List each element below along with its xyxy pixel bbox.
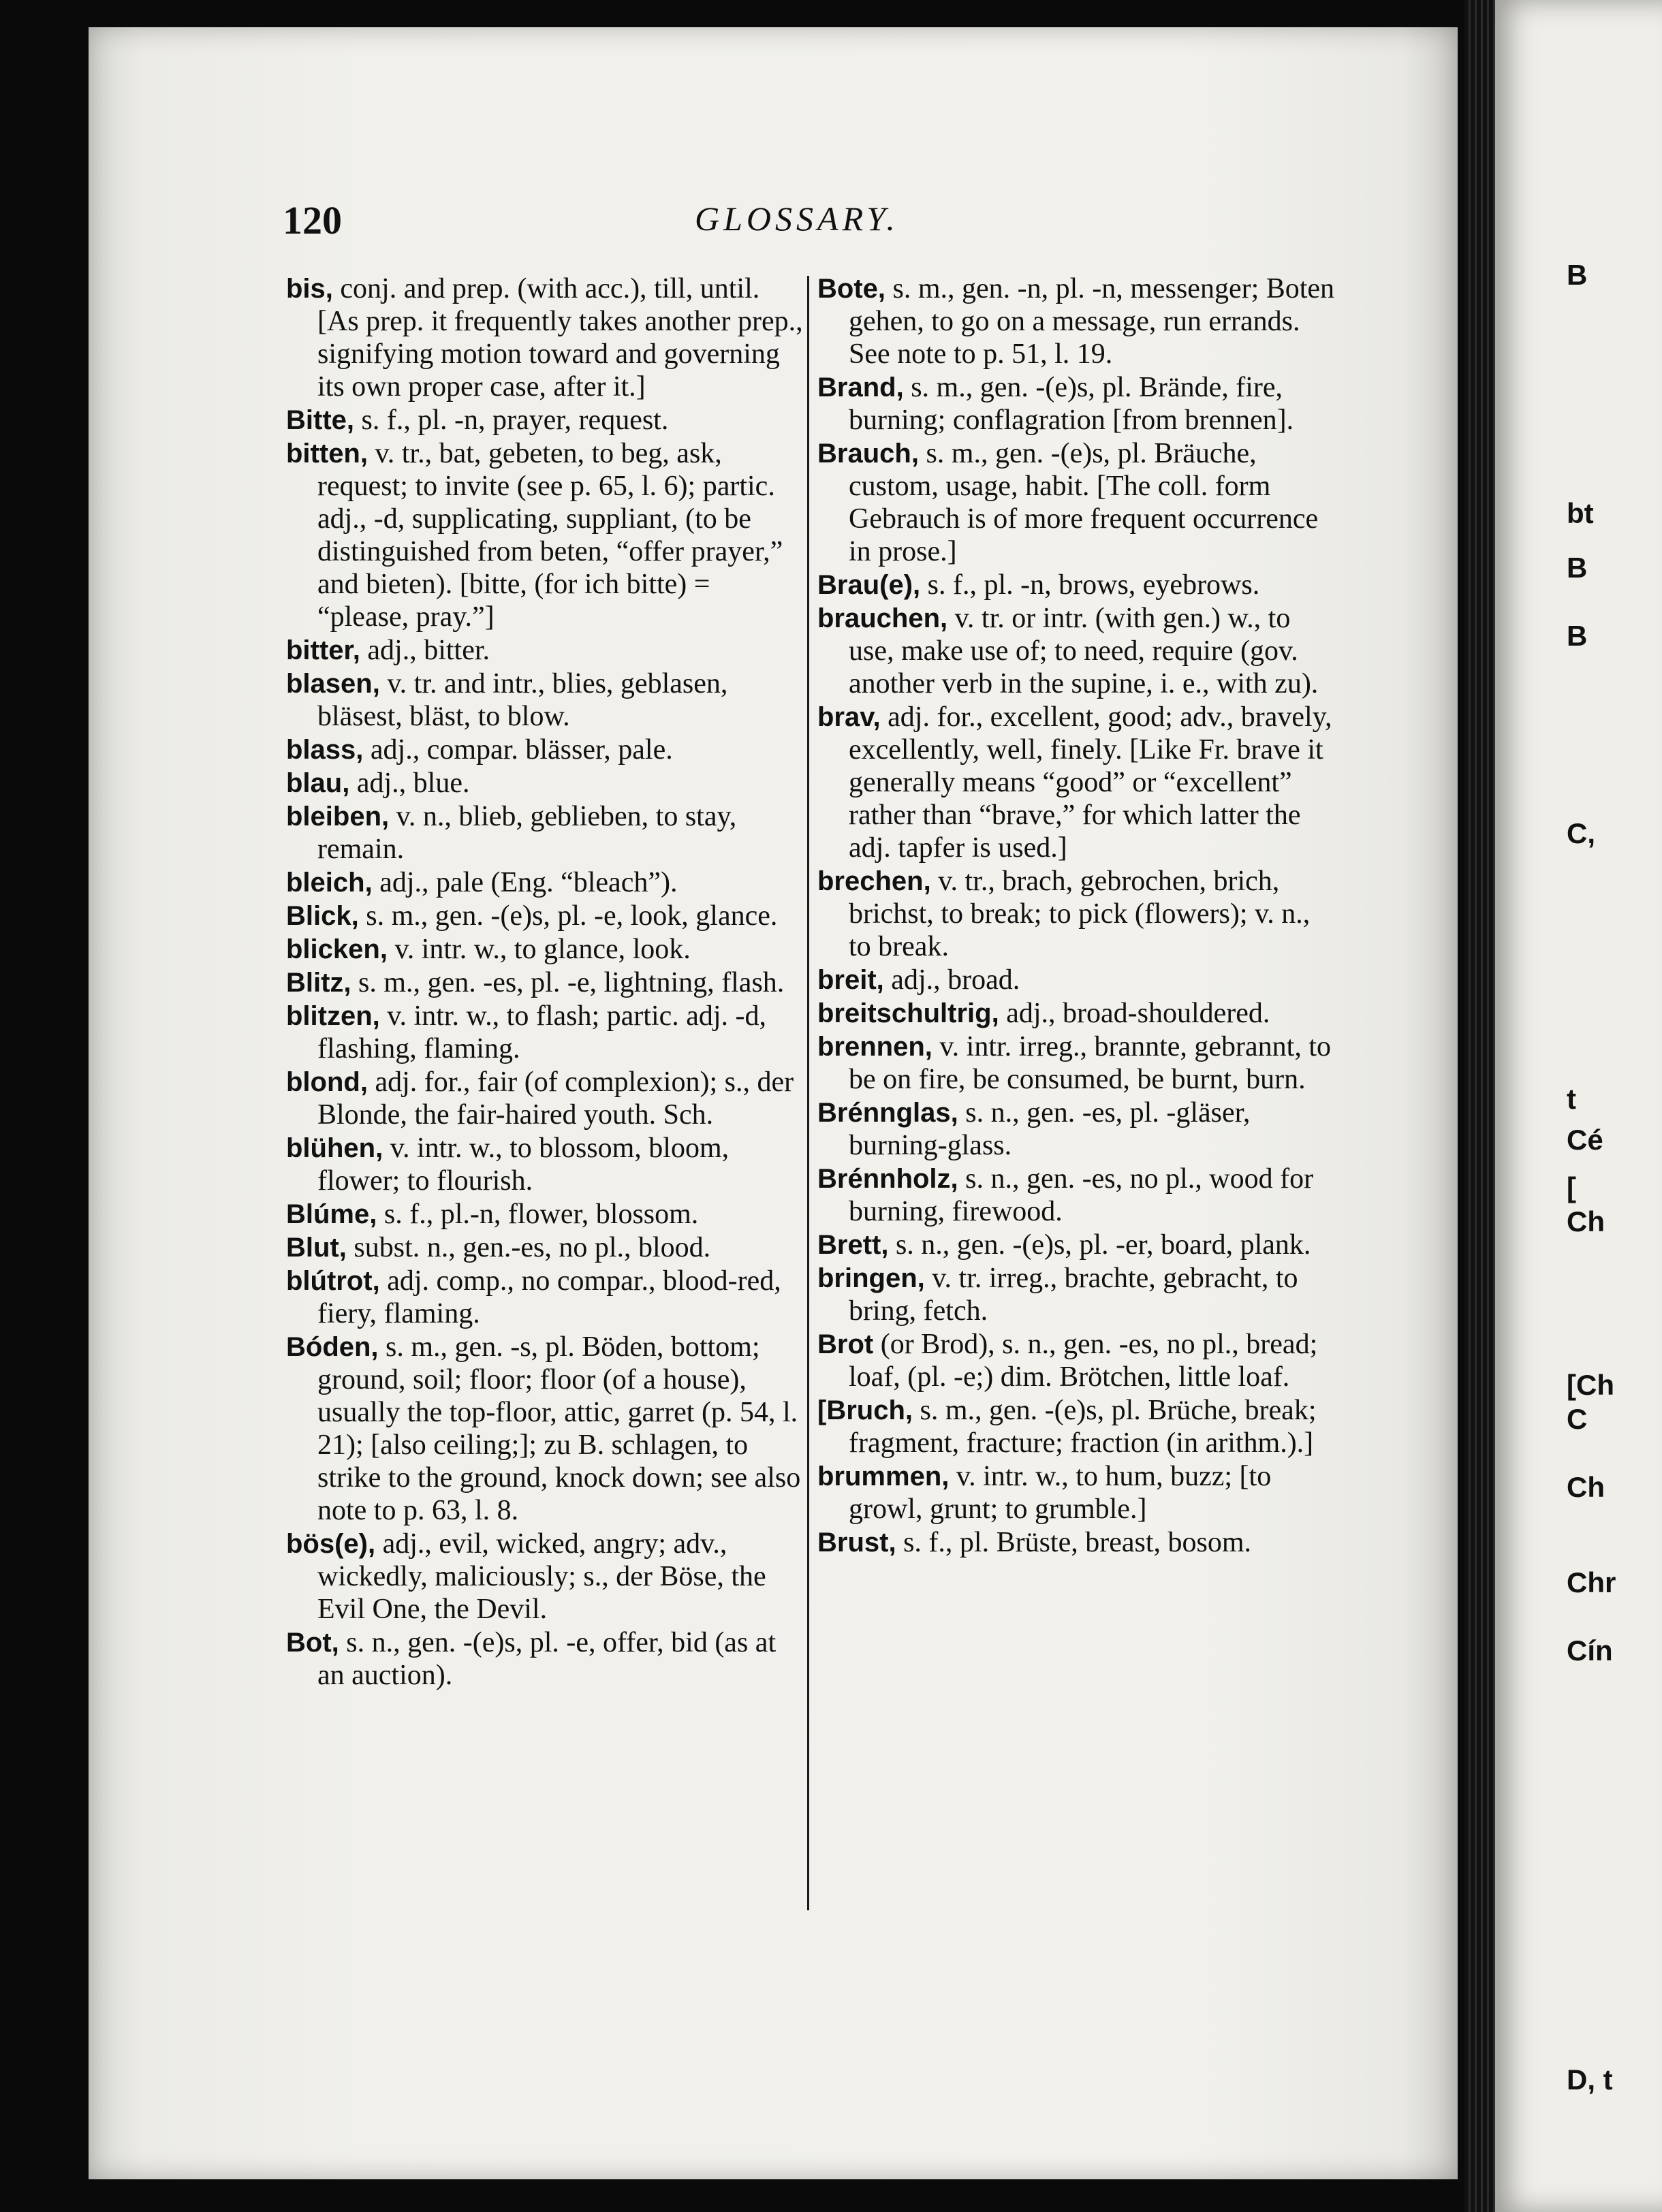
glossary-entry bbox=[817, 865, 1335, 963]
entry-definition: v. intr. irreg., brannte, gebrannt, to be on fire, be consumed, be burnt, burn. bbox=[849, 1031, 1332, 1095]
entry-definition: conj. and prep. (with acc.), till, until. [As prep. it frequently takes another prep., signifying motion toward and governing its own proper case, after it.] bbox=[317, 273, 803, 402]
entry-headword: bös(e), bbox=[286, 1529, 376, 1559]
entry-definition: s. f., pl. -n, prayer, request. bbox=[354, 405, 669, 436]
entry-definition: adj., evil, wicked, angry; adv., wickedly, maliciously; s., der Böse, the Evil One, the Devil. bbox=[317, 1528, 766, 1625]
entry-definition: v. tr. irreg., brachte, gebracht, to bring, fetch. bbox=[849, 1263, 1298, 1327]
entry-headword: blútrot, bbox=[286, 1266, 380, 1296]
glossary-entry bbox=[817, 1394, 1335, 1459]
entry-definition: s. n., gen. -es, no pl., wood for burning, firewood. bbox=[849, 1163, 1314, 1227]
entry-definition: s. f., pl. -n, brows, eyebrows. bbox=[920, 569, 1260, 601]
glossary-entry bbox=[817, 569, 1335, 601]
glossary-entry bbox=[817, 1526, 1335, 1559]
entry-definition: s. m., gen. -(e)s, pl. Brüche, break; fragment, fracture; fraction (in arithm.).] bbox=[849, 1395, 1317, 1459]
entry-headword: bis, bbox=[286, 274, 333, 304]
entry-definition: adj. for., excellent, good; adv., bravely, excellently, well, finely. [Like Fr. brave it generally means “good” or “excellent” rather than “brave,” for which latter the adj. tapfer is used.] bbox=[849, 701, 1332, 864]
glossary-entry bbox=[817, 997, 1335, 1030]
facing-fragment: C bbox=[1567, 1403, 1588, 1435]
glossary-entry bbox=[286, 1066, 804, 1131]
entry-definition: v. tr., brach, gebrochen, brich, brichst, to break; to pick (flowers); v. n., to break. bbox=[849, 866, 1311, 962]
entry-definition: adj. comp., no compar., blood-red, fiery, flaming. bbox=[317, 1265, 781, 1329]
glossary-entry bbox=[817, 1163, 1335, 1228]
page-edge bbox=[1464, 0, 1495, 2212]
entry-headword: blicken, bbox=[286, 934, 388, 964]
glossary-entry bbox=[286, 1231, 804, 1264]
entry-headword: blond, bbox=[286, 1067, 368, 1097]
glossary-entry bbox=[817, 701, 1335, 864]
entry-headword: bleiben, bbox=[286, 802, 390, 832]
entry-headword: blau, bbox=[286, 768, 350, 798]
entry-headword: Brett, bbox=[817, 1230, 889, 1260]
entry-definition: s. m., gen. -es, pl. -e, lightning, flash. bbox=[351, 967, 785, 998]
entry-headword: Brau(e), bbox=[817, 570, 921, 600]
glossary-entry bbox=[817, 602, 1335, 700]
glossary-entry bbox=[817, 1460, 1335, 1526]
entry-headword: bitter, bbox=[286, 635, 360, 665]
glossary-entry bbox=[286, 634, 804, 667]
entry-headword: Blitz, bbox=[286, 968, 351, 998]
entry-headword: blitzen, bbox=[286, 1001, 380, 1031]
glossary-entry bbox=[286, 800, 804, 866]
running-head: GLOSSARY. bbox=[695, 200, 899, 238]
entry-definition: s. f., pl. Brüste, breast, bosom. bbox=[896, 1527, 1252, 1558]
facing-fragment: t bbox=[1567, 1083, 1576, 1115]
entry-definition: v. intr. w., to blossom, bloom, flower; to flourish. bbox=[317, 1133, 730, 1197]
glossary-entry bbox=[286, 933, 804, 966]
entry-headword: Brot bbox=[817, 1329, 874, 1359]
glossary-entry bbox=[286, 1132, 804, 1197]
entry-definition: v. intr. w., to hum, buzz; [to growl, grunt; to grumble.] bbox=[849, 1461, 1272, 1525]
glossary-entry bbox=[286, 1626, 804, 1692]
entry-definition: adj., broad. bbox=[883, 964, 1020, 996]
entry-headword: Brénnglas, bbox=[817, 1098, 958, 1128]
entry-headword: Blut, bbox=[286, 1233, 347, 1263]
facing-page bbox=[1495, 0, 1662, 2212]
entry-definition: s. m., gen. -s, pl. Böden, bottom; ground, soil; floor; floor (of a house), usually the top-floor, attic, garret (p. 54, l. 21); [also ceiling;]; zu B. schlagen, to strike to the ground, knock down; see also note to p. 63, l. 8. bbox=[317, 1331, 801, 1526]
glossary-entry bbox=[817, 272, 1335, 370]
entry-headword: Brand, bbox=[817, 373, 904, 402]
entry-definition: v. intr. w., to flash; partic. adj. -d, flashing, flaming. bbox=[317, 1000, 767, 1064]
glossary-entry bbox=[286, 900, 804, 932]
entry-headword: Brénnholz, bbox=[817, 1164, 958, 1194]
entry-headword: bitten, bbox=[286, 439, 368, 469]
glossary-entry bbox=[286, 1265, 804, 1330]
entry-headword: brummen, bbox=[817, 1462, 950, 1491]
entry-headword: blühen, bbox=[286, 1133, 383, 1163]
glossary-entry bbox=[817, 1328, 1335, 1393]
entry-headword: breitschultrig, bbox=[817, 998, 999, 1028]
entry-headword: brauchen, bbox=[817, 603, 948, 633]
glossary-entry bbox=[817, 964, 1335, 996]
glossary-entry bbox=[286, 767, 804, 800]
glossary-entry bbox=[817, 1030, 1335, 1096]
entry-definition: s. n., gen. -es, pl. -gläser, burning-glass. bbox=[849, 1097, 1251, 1161]
entry-definition: adj. for., fair (of complexion); s., der Blonde, the fair-haired youth. Sch. bbox=[317, 1066, 794, 1131]
glossary-entry bbox=[817, 1096, 1335, 1162]
facing-fragment: D, t bbox=[1567, 2064, 1613, 2096]
entry-headword: blasen, bbox=[286, 669, 380, 699]
entry-definition: adj., bitter. bbox=[360, 635, 490, 666]
glossary-entry bbox=[286, 866, 804, 899]
entry-definition: subst. n., gen.-es, no pl., blood. bbox=[346, 1232, 711, 1263]
entry-headword: Bot, bbox=[286, 1628, 339, 1658]
entry-definition: s. m., gen. -(e)s, pl. Bräuche, custom, usage, habit. [The coll. form Gebrauch is of more frequent occurrence in prose.] bbox=[849, 438, 1319, 567]
facing-fragment: Chr bbox=[1567, 1566, 1616, 1598]
entry-headword: Bote, bbox=[817, 274, 885, 304]
facing-fragment: bt bbox=[1567, 497, 1594, 529]
facing-fragment: Ch bbox=[1567, 1205, 1605, 1237]
entry-headword: blass, bbox=[286, 735, 364, 765]
right-column bbox=[817, 272, 1335, 1560]
facing-fragment: [ bbox=[1567, 1171, 1576, 1203]
entry-definition: adj., broad-shouldered. bbox=[999, 998, 1270, 1029]
facing-fragment: B bbox=[1567, 620, 1588, 652]
entry-definition: s. m., gen. -(e)s, pl. Brände, fire, burning; conflagration [from brennen]. bbox=[849, 372, 1294, 436]
glossary-entry bbox=[286, 1198, 804, 1231]
entry-headword: brechen, bbox=[817, 866, 931, 896]
glossary-entry bbox=[286, 966, 804, 999]
facing-fragment: B bbox=[1567, 259, 1588, 291]
entry-headword: [Bruch, bbox=[817, 1395, 913, 1425]
facing-fragment: [Ch bbox=[1567, 1369, 1614, 1401]
entry-headword: Brust, bbox=[817, 1528, 896, 1558]
entry-definition: v. tr., bat, gebeten, to beg, ask, request; to invite (see p. 65, l. 6); partic. adj., -d, supplicating, suppliant, (to be distinguished from beten, “offer prayer,” and bieten). [bitte, (for ich bitte) = “please, pray.”] bbox=[317, 438, 783, 633]
facing-fragment: C, bbox=[1567, 817, 1595, 849]
entry-headword: Blick, bbox=[286, 901, 359, 931]
glossary-entry bbox=[286, 437, 804, 633]
entry-headword: brav, bbox=[817, 702, 881, 732]
left-column bbox=[286, 272, 804, 1692]
glossary-entry bbox=[817, 371, 1335, 437]
entry-headword: Blúme, bbox=[286, 1199, 377, 1229]
glossary-entry bbox=[286, 272, 804, 403]
glossary-entry bbox=[817, 1229, 1335, 1261]
glossary-entry bbox=[286, 1528, 804, 1626]
facing-fragment: B bbox=[1567, 552, 1588, 584]
entry-definition: s. f., pl.-n, flower, blossom. bbox=[377, 1199, 699, 1230]
glossary-entry bbox=[817, 1262, 1335, 1327]
entry-definition: v. n., blieb, geblieben, to stay, remain. bbox=[317, 801, 737, 865]
entry-headword: brennen, bbox=[817, 1032, 932, 1062]
glossary-entry bbox=[286, 404, 804, 437]
glossary-entry bbox=[817, 437, 1335, 568]
page-number: 120 bbox=[283, 198, 342, 242]
facing-fragment: Cín bbox=[1567, 1634, 1613, 1666]
column-divider bbox=[807, 276, 809, 1910]
entry-definition: adj., blue. bbox=[349, 768, 470, 799]
entry-definition: s. m., gen. -n, pl. -n, messenger; Boten gehen, to go on a message, run errands. See note to p. 51, l. 19. bbox=[849, 273, 1335, 370]
glossary-entry bbox=[286, 733, 804, 766]
entry-definition: v. intr. w., to glance, look. bbox=[387, 934, 691, 965]
facing-fragment: Cé bbox=[1567, 1124, 1603, 1156]
facing-fragment: Ch bbox=[1567, 1471, 1605, 1503]
entry-definition: adj., compar. blässer, pale. bbox=[363, 734, 673, 765]
entry-definition: s. n., gen. -(e)s, pl. -er, board, plank. bbox=[888, 1229, 1311, 1261]
glossary-entry bbox=[286, 667, 804, 733]
entry-headword: Bóden, bbox=[286, 1332, 379, 1362]
entry-headword: bleich, bbox=[286, 868, 373, 898]
entry-definition: s. m., gen. -(e)s, pl. -e, look, glance. bbox=[358, 900, 778, 932]
entry-definition: v. tr. and intr., blies, geblasen, bläsest, bläst, to blow. bbox=[317, 668, 728, 732]
entry-definition: v. tr. or intr. (with gen.) w., to use, make use of; to need, require (gov. another verb in the supine, i. e., with zu). bbox=[849, 603, 1319, 699]
entry-headword: Bitte, bbox=[286, 405, 354, 435]
entry-definition: (or Brod), s. n., gen. -es, no pl., bread; loaf, (pl. -e;) dim. Brötchen, little loaf. bbox=[849, 1329, 1318, 1393]
glossary-entry bbox=[286, 1000, 804, 1065]
entry-definition: s. n., gen. -(e)s, pl. -e, offer, bid (as at an auction). bbox=[317, 1627, 777, 1691]
glossary-entry bbox=[286, 1331, 804, 1527]
entry-definition: adj., pale (Eng. “bleach”). bbox=[372, 867, 678, 898]
entry-headword: Brauch, bbox=[817, 439, 919, 469]
entry-headword: breit, bbox=[817, 965, 884, 995]
entry-headword: bringen, bbox=[817, 1263, 925, 1293]
